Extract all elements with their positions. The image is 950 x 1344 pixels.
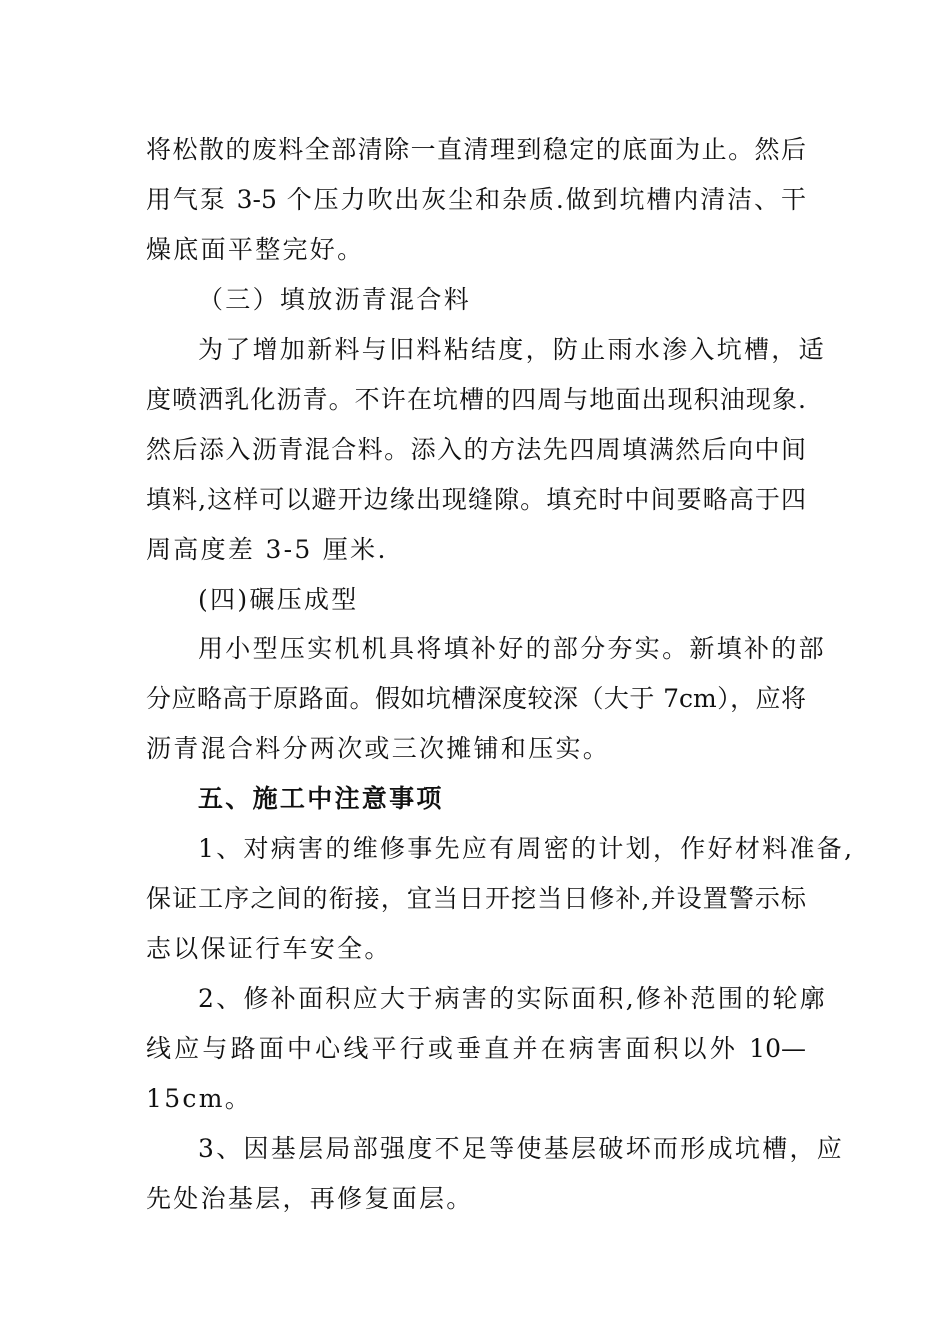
text-line: 1、对病害的维修事先应有周密的计划，作好材料准备, [198, 834, 855, 863]
text-line: 度喷洒乳化沥青。不许在坑槽的四周与地面出现积油现象. [146, 385, 806, 414]
text-line: 用小型压实机机具将填补好的部分夯实。新填补的部 [198, 634, 826, 663]
text-line: 周高度差 3-5 厘米. [146, 535, 388, 564]
section-heading: 五、施工中注意事项 [198, 784, 444, 813]
section-heading: (四)碾压成型 [198, 585, 359, 614]
text-line: 填料,这样可以避开边缘出现缝隙。填充时中间要略高于四 [146, 485, 806, 514]
text-line: 分应略高于原路面。假如坑槽深度较深（大于 7cm），应将 [146, 684, 806, 713]
text-line: 线应与路面中心线平行或垂直并在病害面积以外 10— [146, 1034, 806, 1063]
text-line: 志以保证行车安全。 [146, 934, 392, 963]
text-line: 为了增加新料与旧料粘结度，防止雨水渗入坑槽，适 [198, 335, 826, 364]
text-line: 保证工序之间的衔接，宜当日开挖当日修补,并设置警示标 [146, 884, 806, 913]
text-line: 燥底面平整完好。 [146, 235, 365, 264]
text-line: 3、因基层局部强度不足等使基层破坏而形成坑槽，应 [198, 1134, 845, 1163]
text-line: 将松散的废料全部清除一直清理到稳定的底面为止。然后 [146, 135, 806, 164]
text-line: 用气泵 3-5 个压力吹出灰尘和杂质.做到坑槽内清洁、干 [146, 185, 806, 214]
text-line: 然后添入沥青混合料。添入的方法先四周填满然后向中间 [146, 435, 806, 464]
section-heading: （三）填放沥青混合料 [198, 285, 472, 314]
text-line: 先处治基层，再修复面层。 [146, 1184, 474, 1213]
text-line: 沥青混合料分两次或三次摊铺和压实。 [146, 734, 611, 763]
text-line: 2、修补面积应大于病害的实际面积,修补范围的轮廓 [198, 984, 828, 1013]
text-line: 15cm。 [146, 1084, 253, 1113]
